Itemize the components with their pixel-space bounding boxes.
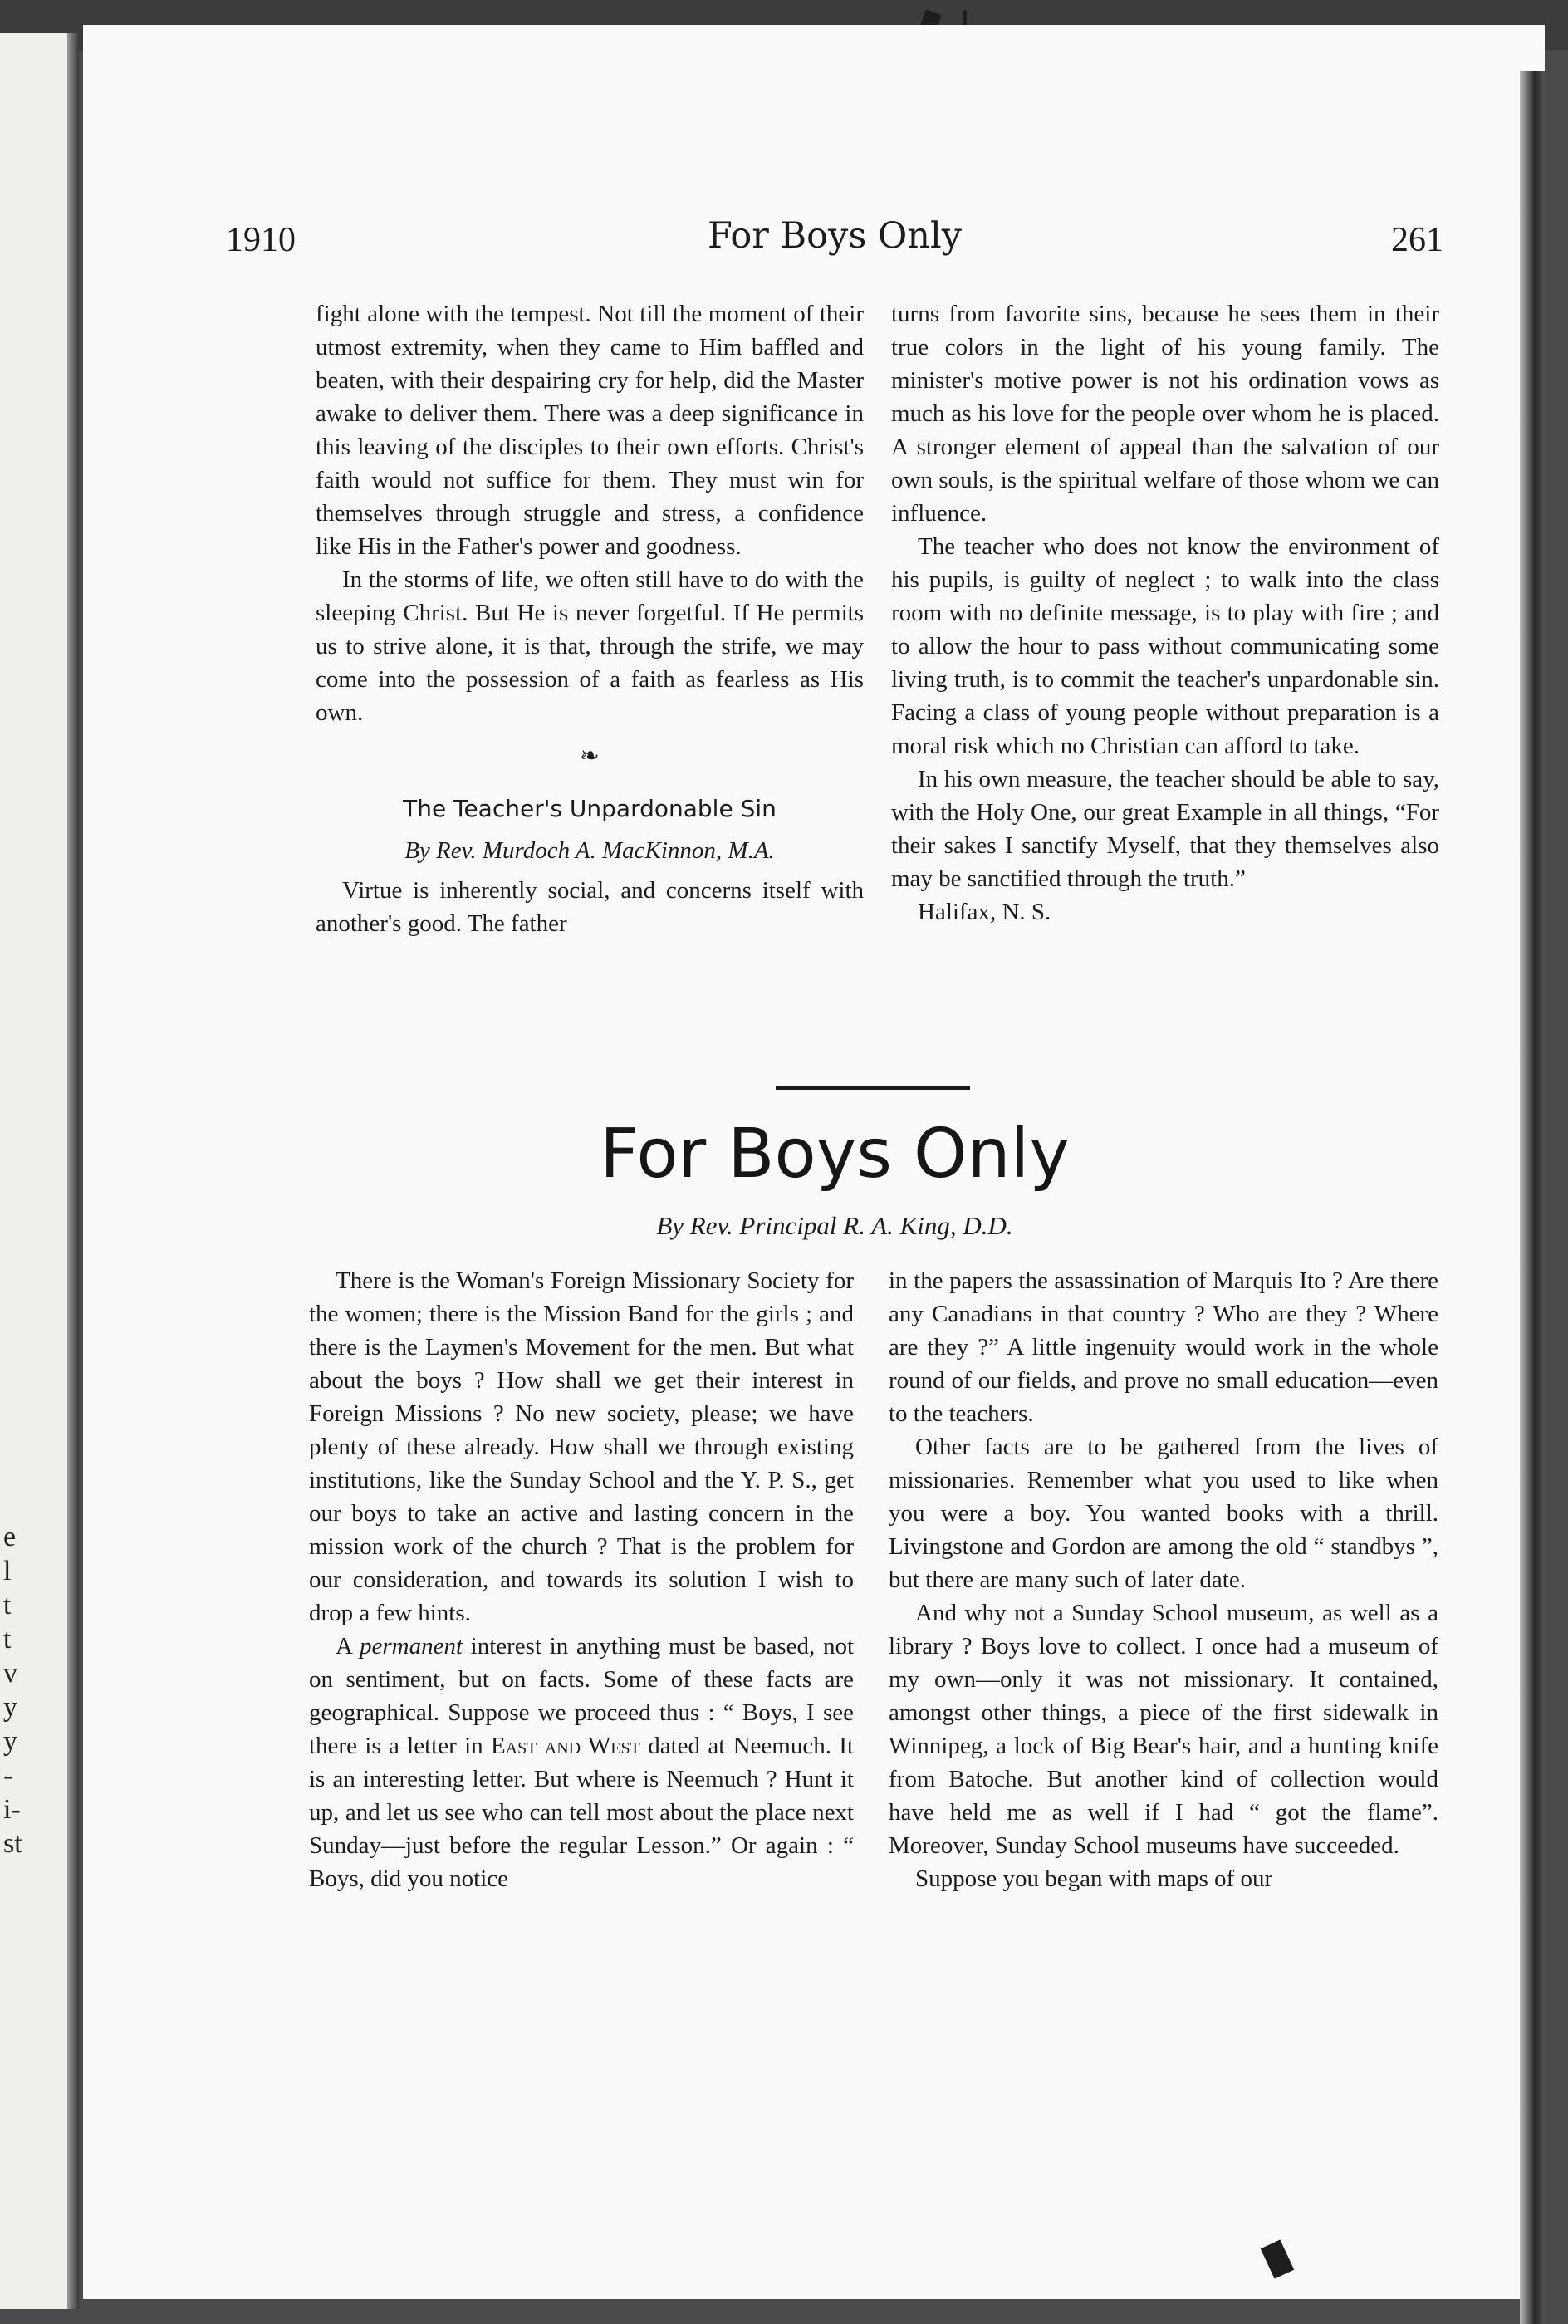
lower-right-column bbox=[889, 1264, 1438, 1895]
fragment: y bbox=[3, 1692, 17, 1723]
paragraph: In his own measure, the teacher should be able to say, with the Holy One, our great Example in all things, “For their sakes I sanctify Myself, that they themselves also may be sanctified through the truth.” bbox=[891, 766, 1439, 892]
fragment: t bbox=[3, 1624, 12, 1655]
text: A bbox=[336, 1633, 352, 1660]
paragraph bbox=[309, 1630, 854, 1895]
section-divider-rule bbox=[776, 1086, 970, 1090]
text: dated at Neemuch. It is an interesting letter. But where is Neemuch ? Hunt it up, and let us see who can tell most about the place next Sunday—just before the regular Lesson.” Or again : “ Boys, did you notice bbox=[309, 1733, 855, 1892]
lower-left-column bbox=[309, 1264, 854, 1895]
fragment: e bbox=[3, 1522, 17, 1552]
fragment: st bbox=[3, 1828, 22, 1859]
running-head-title: For Boys Only bbox=[707, 215, 963, 257]
paragraph: in the papers the assassination of Marquis Ito ? Are there any Canadians in that country ? Who are they ? Where are they ?” A little ingenuity would work in the whole round of our fields, and prove no small education—even to the teachers. bbox=[889, 1267, 1438, 1427]
article-title: The Teacher's Unpardonable Sin bbox=[403, 795, 777, 822]
main-article-byline: By Rev. Principal R. A. King, D.D. bbox=[656, 1211, 1013, 1240]
fleuron-ornament: ❧ bbox=[580, 743, 600, 769]
text: interest in anything must be based, not on sentiment, but on facts. Some of these facts are geographical. Suppose we proceed thus : “ Boys, I see there is a letter in bbox=[309, 1633, 854, 1759]
page-edge-shadow bbox=[1520, 71, 1545, 2324]
paragraph: Virtue is inherently social, and concerns itself with another's good. The father bbox=[316, 877, 864, 937]
previous-page-edge bbox=[0, 33, 79, 2309]
running-head bbox=[226, 215, 1443, 270]
paragraph: There is the Woman's Foreign Missionary Society for the women; there is the Mission Band for the girls ; and there is the Laymen's Movement for the men. But what about the boys ? How shall we get their interest in Foreign Missions ? No new society, please; we have plenty of these already. How shall we through existing institutions, like the Sunday School and the Y. P. S., get our boys to take an active and lasting concern in the mission work of the church ? That is the problem for our consideration, and towards its solution I wish to drop a few hints. bbox=[309, 1267, 854, 1626]
fragment: l bbox=[3, 1556, 12, 1586]
paragraph: The teacher who does not know the environment of his pupils, is guilty of neglect ; to walk into the class room with no definite message, is to play with fire ; and to allow the hour to pass without communicating some living truth, is to commit the teacher's unpardonable sin. Facing a class of young people without preparation is a moral risk which no Christian can afford to take. bbox=[891, 533, 1439, 759]
fragment: v bbox=[3, 1658, 17, 1689]
fragment: t bbox=[3, 1590, 12, 1620]
paragraph: In the storms of life, we often still have to do with the sleeping Christ. But He is never forgetful. If He permits us to strive alone, it is that, through the strife, we may come into the possession of a faith as fearless as His own. bbox=[316, 566, 864, 726]
article-place-signoff: Halifax, N. S. bbox=[918, 899, 1051, 925]
fragment: i- bbox=[3, 1794, 21, 1825]
scan-blemish bbox=[963, 10, 967, 25]
paragraph: turns from favorite sins, because he sees them in their true colors in the light of his young family. The minister's motive power is not his ordination vows as much as his love for the people over whom he is placed. A stronger element of appeal than the salvation of our own souls, is the spiritual welfare of those whom we can influence. bbox=[891, 301, 1439, 527]
paragraph: And why not a Sunday School museum, as well as a library ? Boys love to collect. I once had a museum of my own—only it was not missionary. It contained, amongst other things, a piece of the first sidewalk in Winnipeg, a lock of Big Bear's hair, and a hunting knife from Batoche. But another kind of collection would have held me as well if I had “ got the flame”. Moreover, Sunday School museums have succeeded. bbox=[889, 1600, 1438, 1859]
page bbox=[83, 25, 1545, 2299]
book-spine bbox=[67, 33, 79, 2309]
fragment: - bbox=[3, 1760, 13, 1791]
publication-name: East and West bbox=[490, 1733, 640, 1759]
fragment: y bbox=[3, 1726, 17, 1757]
previous-page-text-fragments bbox=[3, 1520, 28, 1861]
paragraph: Other facts are to be gathered from the lives of missionaries. Remember what you used to like when you were a boy. You wanted books with a thrill. Livingstone and Gordon are among the old “ standbys ”, but there are many such of later date. bbox=[889, 1434, 1438, 1593]
emphasis: permanent bbox=[359, 1633, 463, 1660]
paragraph: Suppose you began with maps of our bbox=[915, 1866, 1273, 1892]
article-byline: By Rev. Murdoch A. MacKinnon, M.A. bbox=[404, 837, 775, 864]
main-article-title: For Boys Only bbox=[600, 1115, 1070, 1194]
page-number: 261 bbox=[1391, 221, 1443, 259]
paragraph: fight alone with the tempest. Not till the moment of their utmost extremity, when they came to Him baffled and beaten, with their despairing cry for help, did the Master awake to deliver them. There was a deep significance in this leaving of the disciples to their own efforts. Christ's faith would not suffice for them. They must win for themselves through struggle and stress, a confidence like His in the Father's power and goodness. bbox=[316, 301, 864, 560]
upper-right-column bbox=[891, 297, 1439, 929]
running-head-year: 1910 bbox=[226, 221, 296, 259]
upper-left-column bbox=[316, 297, 864, 940]
